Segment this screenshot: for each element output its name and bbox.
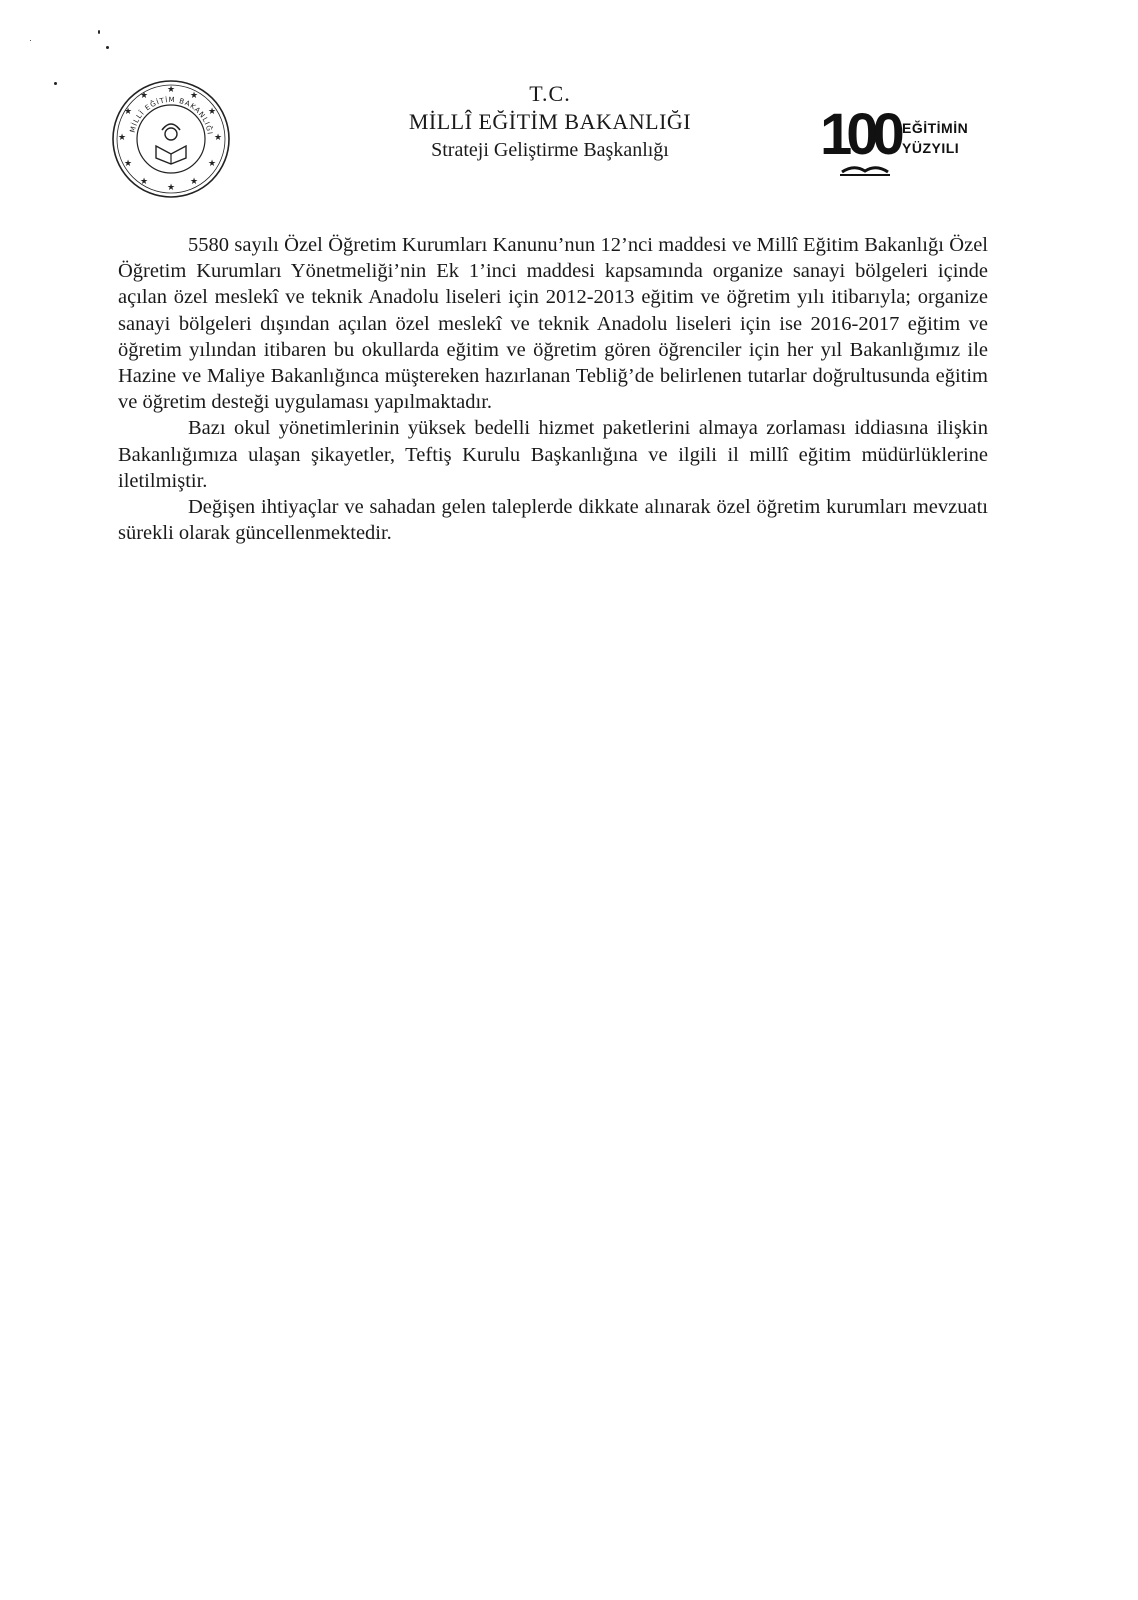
country-label: T.C.	[529, 81, 571, 106]
letterhead	[340, 80, 760, 164]
svg-text:★: ★	[167, 183, 176, 193]
svg-text:★: ★	[190, 177, 199, 187]
svg-text:★: ★	[124, 159, 133, 169]
centennial-logo	[820, 102, 980, 176]
svg-text:★: ★	[208, 107, 217, 117]
svg-text:★: ★	[118, 133, 127, 143]
svg-text:★: ★	[190, 91, 199, 101]
seal-inner-text: MİLLÎ EĞİTİM BAKANLIĞI	[128, 95, 214, 136]
svg-text:★: ★	[167, 85, 176, 95]
letter-body	[118, 232, 988, 546]
svg-text:★: ★	[124, 107, 133, 117]
svg-text:★: ★	[140, 91, 149, 101]
paragraph-1: 5580 sayılı Özel Öğretim Kurumları Kanunu’nun 12’nci maddesi ve Millî Eğitim Bakanlığı Özel Öğretim Kurumları Yönetmeliği’nin Ek 1’inci maddesi kapsamında organize sanayi bölgeleri içinde açılan özel meslekî ve teknik Anadolu liseleri için 2012-2013 eğitim ve öğretim yılı itibarıyla; organize sanayi bölgeleri dışından açılan özel meslekî ve teknik Anadolu liseleri için ise 2016-2017 eğitim ve öğretim yılından itibaren bu okullarda eğitim ve öğretim gören öğrenciler için her yıl Bakanlığımız ile Hazine ve Maliye Bakanlığınca müştereken hazırlanan Tebliğ’de belirlenen tutarlar doğrultusunda eğitim ve öğretim desteği uygulaması yapılmaktadır.	[118, 234, 988, 414]
paragraph-3: Değişen ihtiyaçlar ve sahadan gelen taleplerde dikkate alınarak özel öğretim kurumları mevzuatı sürekli olarak güncellenmektedir.	[118, 496, 988, 545]
svg-text:★: ★	[208, 159, 217, 169]
centennial-text	[902, 118, 968, 158]
svg-text:★: ★	[140, 177, 149, 187]
svg-text:★: ★	[214, 133, 223, 143]
department-name: Strateji Geliştirme Başkanlığı	[431, 139, 669, 161]
centennial-line2: YÜZYILI	[902, 140, 960, 156]
ministry-name: MİLLÎ EĞİTİM BAKANLIĞI	[408, 109, 692, 134]
svg-text:MİLLÎ EĞİTİM BAKANLIĞI	[129, 95, 215, 136]
ministry-seal-icon	[110, 78, 232, 200]
centennial-line1: EĞİTİMİN	[902, 120, 969, 136]
centennial-number: 100	[820, 102, 899, 167]
open-book-icon	[840, 162, 890, 176]
paragraph-2: Bazı okul yönetimlerinin yüksek bedelli hizmet paketlerini almaya zorlaması iddiasına ilişkin Bakanlığımıza ulaşan şikayetler, Teftiş Kurulu Başkanlığına ve ilgili il millî eğitim müdürlüklerine iletilmiştir.	[118, 417, 988, 492]
